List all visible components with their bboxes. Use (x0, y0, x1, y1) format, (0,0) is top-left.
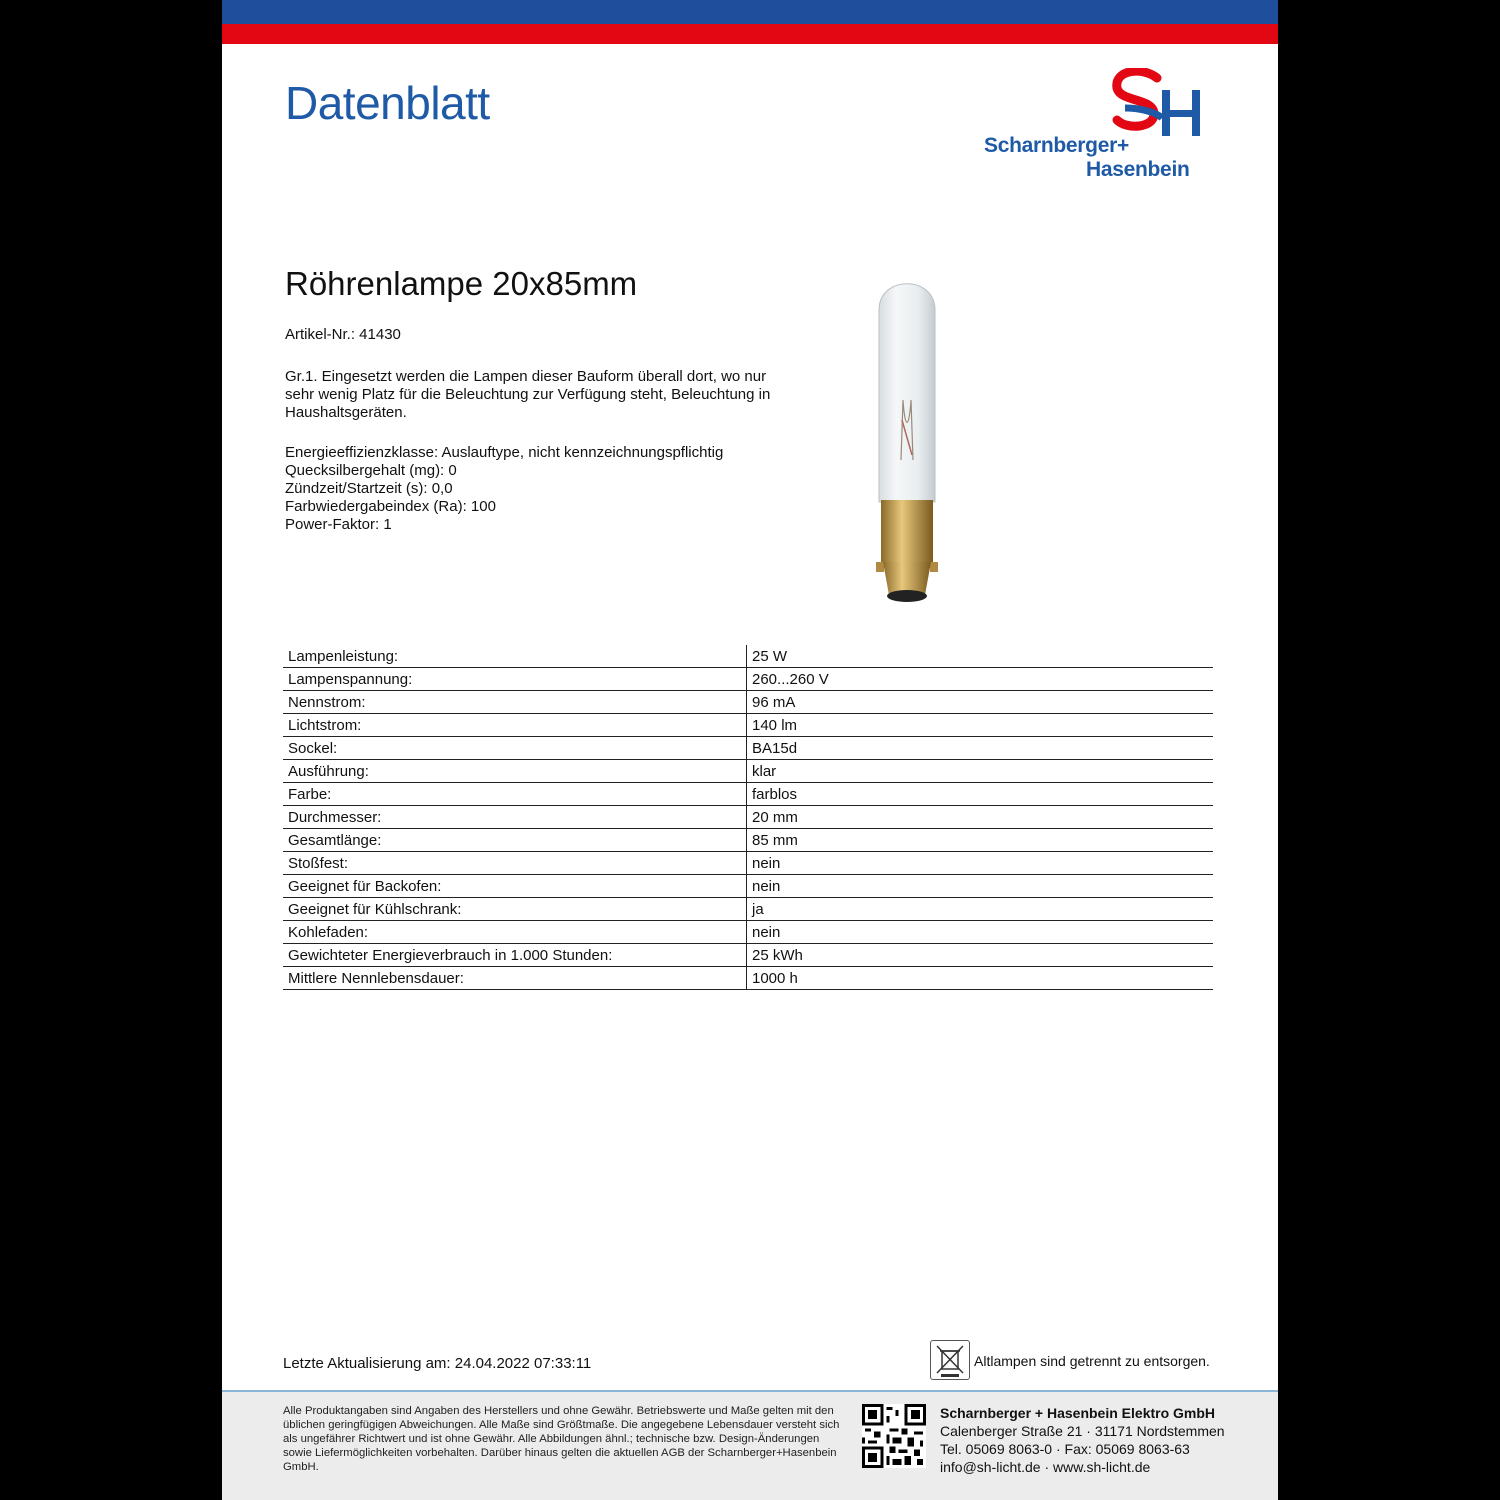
footer (222, 1390, 1278, 1500)
spec-key: Geeignet für Kühlschrank: (283, 898, 747, 921)
spec-row (283, 668, 1213, 691)
spec-key: Lichtstrom: (283, 714, 747, 737)
sh-logo-mark-icon (982, 68, 1222, 138)
spec-key: Stoßfest: (283, 852, 747, 875)
qr-code-icon (862, 1404, 926, 1468)
spec-key: Lampenleistung: (283, 645, 747, 668)
spec-key: Mittlere Nennlebensdauer: (283, 967, 747, 990)
property-line: Energieeffizienzklasse: Auslauftype, nicht kennzeichnungspflichtig (285, 444, 724, 461)
spec-value: 85 mm (747, 829, 1214, 852)
logo-text-line1: Scharnberger+ (984, 134, 1129, 157)
spec-value: nein (747, 875, 1214, 898)
property-line: Quecksilbergehalt (mg): 0 (285, 462, 457, 479)
legal-disclaimer: Alle Produktangaben sind Angaben des Herstellers und ohne Gewähr. Betriebswerte und Maße gelten mit den üblichen geringfügigen Abweichungen. Alle Maße sind Größtmaße. Die angegebene Lebensdauer versteht sich als ungefährer Richtwert und ist ohne Gewähr. Alle Abbildungen ähnl.; technische bzw. Design-Änderungen sowie Liefermöglichkeiten vorbehalten. Darüber hinaus gelten die aktuellen AGB der Scharnberger+Hasenbein GmbH. (283, 1405, 840, 1473)
company-logo (982, 68, 1222, 188)
article-number: Artikel-Nr.: 41430 (285, 326, 401, 343)
spec-row (283, 737, 1213, 760)
spec-row (283, 691, 1213, 714)
product-name: Röhrenlampe 20x85mm (285, 265, 638, 302)
spec-row (283, 967, 1213, 990)
company-web: info@sh-licht.de · www.sh-licht.de (940, 1459, 1151, 1475)
company-address: Calenberger Straße 21 · 31171 Nordstemmen (940, 1423, 1225, 1439)
spec-row (283, 944, 1213, 967)
company-name: Scharnberger + Hasenbein Elektro GmbH (940, 1405, 1216, 1421)
spec-row (283, 829, 1213, 852)
spec-row (283, 921, 1213, 944)
spec-key: Nennstrom: (283, 691, 747, 714)
property-line: Farbwiedergabeindex (Ra): 100 (285, 498, 496, 515)
property-line: Power-Faktor: 1 (285, 516, 392, 533)
spec-value: farblos (747, 783, 1214, 806)
spec-value: 1000 h (747, 967, 1214, 990)
company-phone: Tel. 05069 8063-0 · Fax: 05069 8063-63 (940, 1441, 1190, 1457)
spec-key: Sockel: (283, 737, 747, 760)
spec-value: 25 W (747, 645, 1214, 668)
header-stripe-red (222, 24, 1278, 44)
spec-key: Farbe: (283, 783, 747, 806)
disposal-note: Altlampen sind getrennt zu entsorgen. (974, 1353, 1210, 1369)
spec-value: 25 kWh (747, 944, 1214, 967)
spec-value: 260...260 V (747, 668, 1214, 691)
spec-row (283, 783, 1213, 806)
product-properties (285, 444, 723, 534)
datasheet-page (222, 0, 1278, 1500)
spec-value: nein (747, 921, 1214, 944)
spec-value: ja (747, 898, 1214, 921)
spec-table-body (283, 645, 1213, 990)
spec-row (283, 852, 1213, 875)
spec-row (283, 875, 1213, 898)
spec-value: klar (747, 760, 1214, 783)
spec-row (283, 645, 1213, 668)
last-update: Letzte Aktualisierung am: 24.04.2022 07:33:11 (283, 1355, 592, 1372)
crossed-bin-icon (930, 1340, 970, 1380)
property-line: Zündzeit/Startzeit (s): 0,0 (285, 480, 453, 497)
lamp-product-image (867, 270, 947, 610)
spec-row (283, 760, 1213, 783)
spec-row (283, 714, 1213, 737)
header-stripe-blue (222, 0, 1278, 24)
spec-key: Gesamtlänge: (283, 829, 747, 852)
page-title: Datenblatt (285, 77, 490, 129)
spec-key: Gewichteter Energieverbrauch in 1.000 Stunden: (283, 944, 747, 967)
spec-row (283, 806, 1213, 829)
spec-value: nein (747, 852, 1214, 875)
spec-key: Ausführung: (283, 760, 747, 783)
spec-key: Lampenspannung: (283, 668, 747, 691)
spec-value: 140 lm (747, 714, 1214, 737)
spec-value: 96 mA (747, 691, 1214, 714)
spec-key: Geeignet für Backofen: (283, 875, 747, 898)
spec-key: Durchmesser: (283, 806, 747, 829)
company-contact (940, 1404, 1225, 1476)
spec-table (283, 645, 1213, 990)
spec-key: Kohlefaden: (283, 921, 747, 944)
logo-text-line2: Hasenbein (1086, 158, 1190, 181)
spec-value: 20 mm (747, 806, 1214, 829)
spec-value: BA15d (747, 737, 1214, 760)
spec-row (283, 898, 1213, 921)
product-description: Gr.1. Eingesetzt werden die Lampen dieser Bauform überall dort, wo nur sehr wenig Platz für die Beleuchtung zur Verfügung steht, Beleuchtung in Haushaltsgeräten. (285, 368, 771, 421)
